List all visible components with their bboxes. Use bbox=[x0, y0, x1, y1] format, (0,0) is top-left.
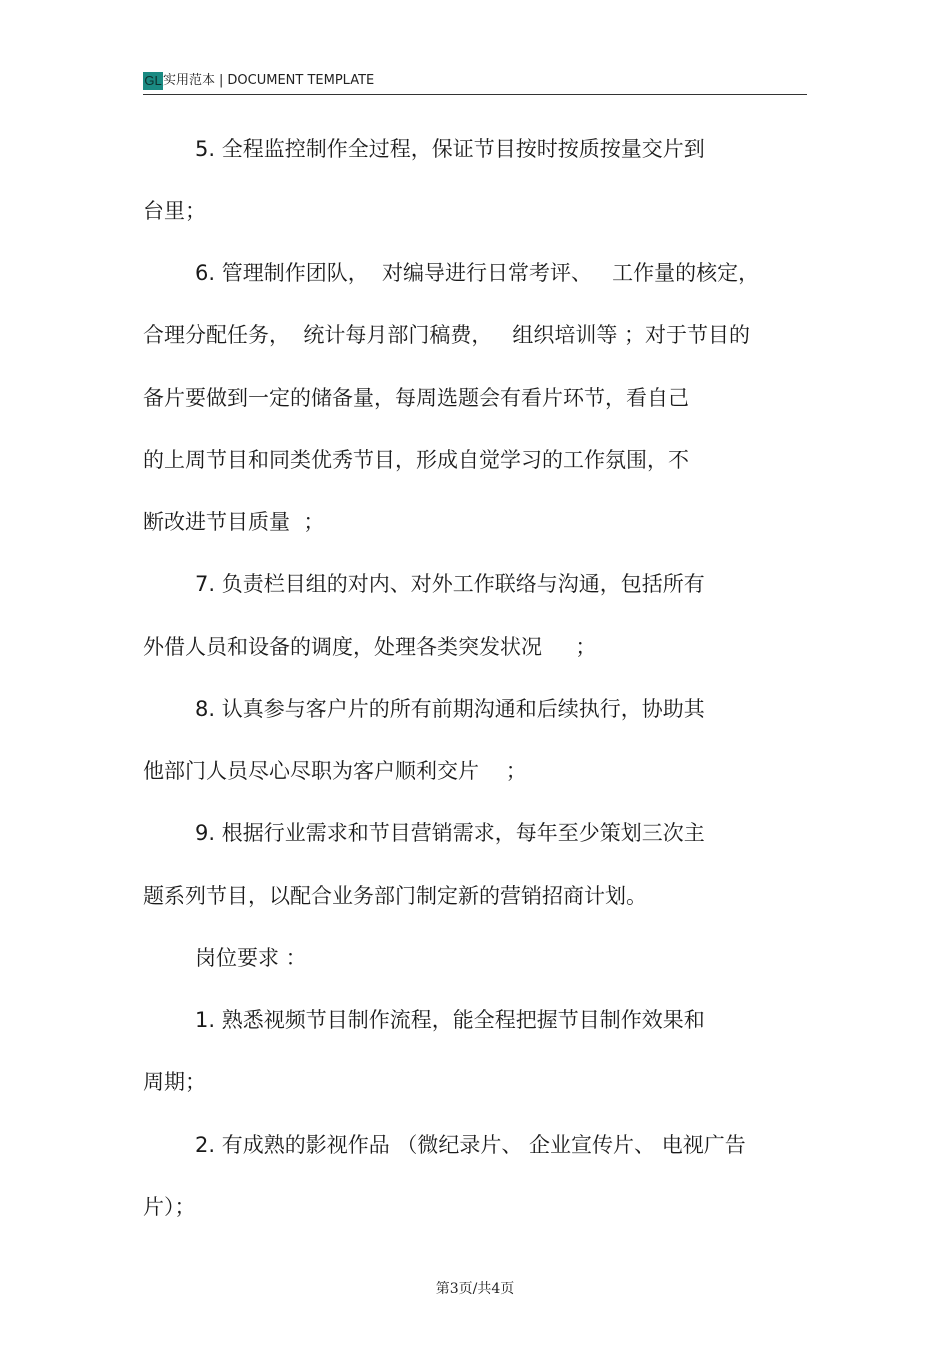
body-line-3: 6. 管理制作团队， 对编导进行日常考评、 工作量的核定， bbox=[195, 261, 760, 285]
body-line-2: 台里； bbox=[143, 199, 206, 223]
body-line-9: 外借人员和设备的调度，处理各类突发状况 ； bbox=[143, 635, 597, 659]
header-text bbox=[163, 72, 374, 90]
body-line-11: 他部门人员尽心尽职为客户顺利交片 ； bbox=[143, 759, 527, 783]
body-line-18: 片）； bbox=[143, 1195, 196, 1219]
body-line-8: 7. 负责栏目组的对内、对外工作联络与沟通，包括所有 bbox=[195, 572, 705, 596]
header-title: DOCUMENT TEMPLATE bbox=[227, 73, 375, 88]
body-line-6: 的上周节目和同类优秀节目，形成自觉学习的工作氛围，不 bbox=[143, 448, 689, 472]
gl-logo: GL bbox=[144, 73, 162, 88]
body-line-1: 5. 全程监控制作全过程，保证节目按时按质按量交片到 bbox=[195, 137, 705, 161]
body-line-5: 备片要做到一定的储备量，每周选题会有看片环节，看自己 bbox=[143, 386, 689, 410]
document-header bbox=[143, 70, 807, 95]
body-line-16: 周期； bbox=[143, 1070, 206, 1094]
header-separator: | bbox=[219, 73, 224, 88]
body-line-17: 2. 有成熟的影视作品 （微纪录片、 企业宣传片、 电视广告 bbox=[195, 1133, 746, 1157]
body-line-4: 合理分配任务， 统计每月部门稿费， 组织培训等 ；对于节目的 bbox=[143, 323, 751, 347]
body-line-10: 8. 认真参与客户片的所有前期沟通和后续执行，协助其 bbox=[195, 697, 705, 721]
header-brand: 实用范本 bbox=[163, 73, 216, 88]
page-number: 第3页/共4页 bbox=[435, 1281, 515, 1297]
body-line-12: 9. 根据行业需求和节目营销需求，每年至少策划三次主 bbox=[195, 821, 705, 845]
body-line-14: 岗位要求 ： bbox=[195, 946, 307, 970]
body-line-13: 题系列节目，以配合业务部门制定新的营销招商计划。 bbox=[143, 884, 647, 908]
body-line-15: 1. 熟悉视频节目制作流程，能全程把握节目制作效果和 bbox=[195, 1008, 705, 1032]
body-line-7: 断改进节目质量 ； bbox=[143, 510, 325, 534]
